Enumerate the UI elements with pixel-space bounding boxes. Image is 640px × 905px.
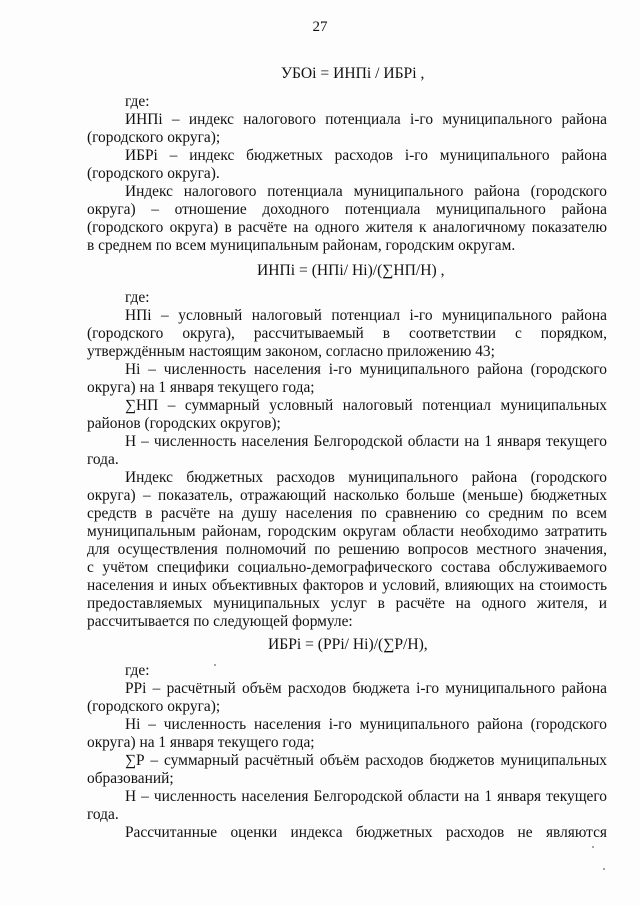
ibr-definition-line-1: ИБРi – индекс бюджетных расходов i-го муниципального района (125, 147, 607, 164)
h-definition-line-1: Нi – численность населения i-го муниципального района (городского (125, 361, 607, 378)
h2-definition-line-1: Нi – численность населения i-го муниципального района (городского (125, 716, 607, 733)
inp-paragraph-line-3: (городского округа) в расчёте на одного жителя к аналогичному показателю (87, 219, 607, 236)
sp-definition-line-1: ∑Р – суммарный расчётный объём расходов бюджетов муниципальных (125, 752, 607, 769)
inp-definition-line-2: (городского округа); (87, 129, 221, 146)
where-label-3: где: (125, 662, 150, 679)
formula-ibr: ИБРi = (РРi/ Нi)/(∑Р/Н), (268, 636, 428, 653)
h-definition-line-2: округа) на 1 января текущего года; (87, 379, 315, 396)
ibr-paragraph-line-9: рассчитывается по следующей формуле: (87, 613, 353, 630)
rr-definition-line-1: РРi – расчётный объём расходов бюджета i-го муниципального района (125, 680, 607, 697)
h2-definition-line-2: округа) на 1 января текущего года; (87, 734, 315, 751)
scan-speck (592, 846, 594, 848)
formula-ubo: УБОi = ИНПi / ИБРi , (281, 65, 425, 82)
ibr-definition-line-2: (городского округа). (87, 165, 220, 182)
ibr-paragraph-line-3: средств в расчёте на душу населения по сравнению со средним по всем (87, 505, 607, 522)
n2-definition-line-1: Н – численность населения Белгородской области на 1 января текущего (125, 788, 607, 805)
where-label-1: где: (125, 93, 150, 110)
np-definition-line-1: НПi – условный налоговый потенциал i-го муниципального района (125, 307, 607, 324)
closing-paragraph-line-1: Рассчитанные оценки индекса бюджетных расходов не являются (125, 824, 607, 841)
inp-paragraph-line-4: в среднем по всем муниципальным районам, городским округам. (87, 237, 516, 254)
ibr-paragraph-line-6: с учётом специфики социально-демографического состава обслуживаемого (87, 559, 607, 576)
formula-inp: ИНПi = (НПi/ Нi)/(∑НП/Н) , (257, 262, 445, 279)
sp-definition-line-2: образований; (87, 770, 174, 787)
inp-paragraph-line-1: Индекс налогового потенциала муниципального района (городского (125, 183, 607, 200)
inp-definition-line-1: ИНПi – индекс налогового потенциала i-го муниципального района (125, 111, 607, 128)
where-label-2: где: (125, 289, 150, 306)
ibr-paragraph-line-8: предоставляемых муниципальных услуг в расчёте на одного жителя, и (87, 595, 607, 612)
ibr-paragraph-line-5: для осуществления полномочий по решению вопросов местного значения, (87, 541, 607, 558)
page-number: 27 (312, 19, 328, 35)
inp-paragraph-line-2: округа) – отношение доходного потенциала муниципального района (87, 201, 607, 218)
snp-definition-line-1: ∑НП – суммарный условный налоговый потенциал муниципальных (125, 397, 607, 414)
n2-definition-line-2: года. (87, 806, 119, 823)
np-definition-line-2: (городского округа), рассчитываемый в соответствии с порядком, (87, 325, 607, 342)
n-definition-line-1: Н – численность населения Белгородской области на 1 января текущего (125, 433, 607, 450)
ibr-paragraph-line-1: Индекс бюджетных расходов муниципального района (городского (125, 469, 607, 486)
n-definition-line-2: года. (87, 451, 119, 468)
ibr-paragraph-line-4: муниципальным районам, городским округам области необходимо затратить (87, 523, 607, 540)
ibr-paragraph-line-2: округа) – показатель, отражающий насколько больше (меньше) бюджетных (87, 487, 607, 504)
np-definition-line-3: утверждённым настоящим законом, согласно приложению 43; (87, 343, 495, 360)
rr-definition-line-2: (городского округа); (87, 698, 221, 715)
scan-speck (603, 868, 605, 870)
scan-speck (214, 664, 216, 666)
ibr-paragraph-line-7: населения и иных объективных факторов и условий, влияющих на стоимость (87, 577, 607, 594)
snp-definition-line-2: районов (городских округов); (87, 415, 281, 432)
